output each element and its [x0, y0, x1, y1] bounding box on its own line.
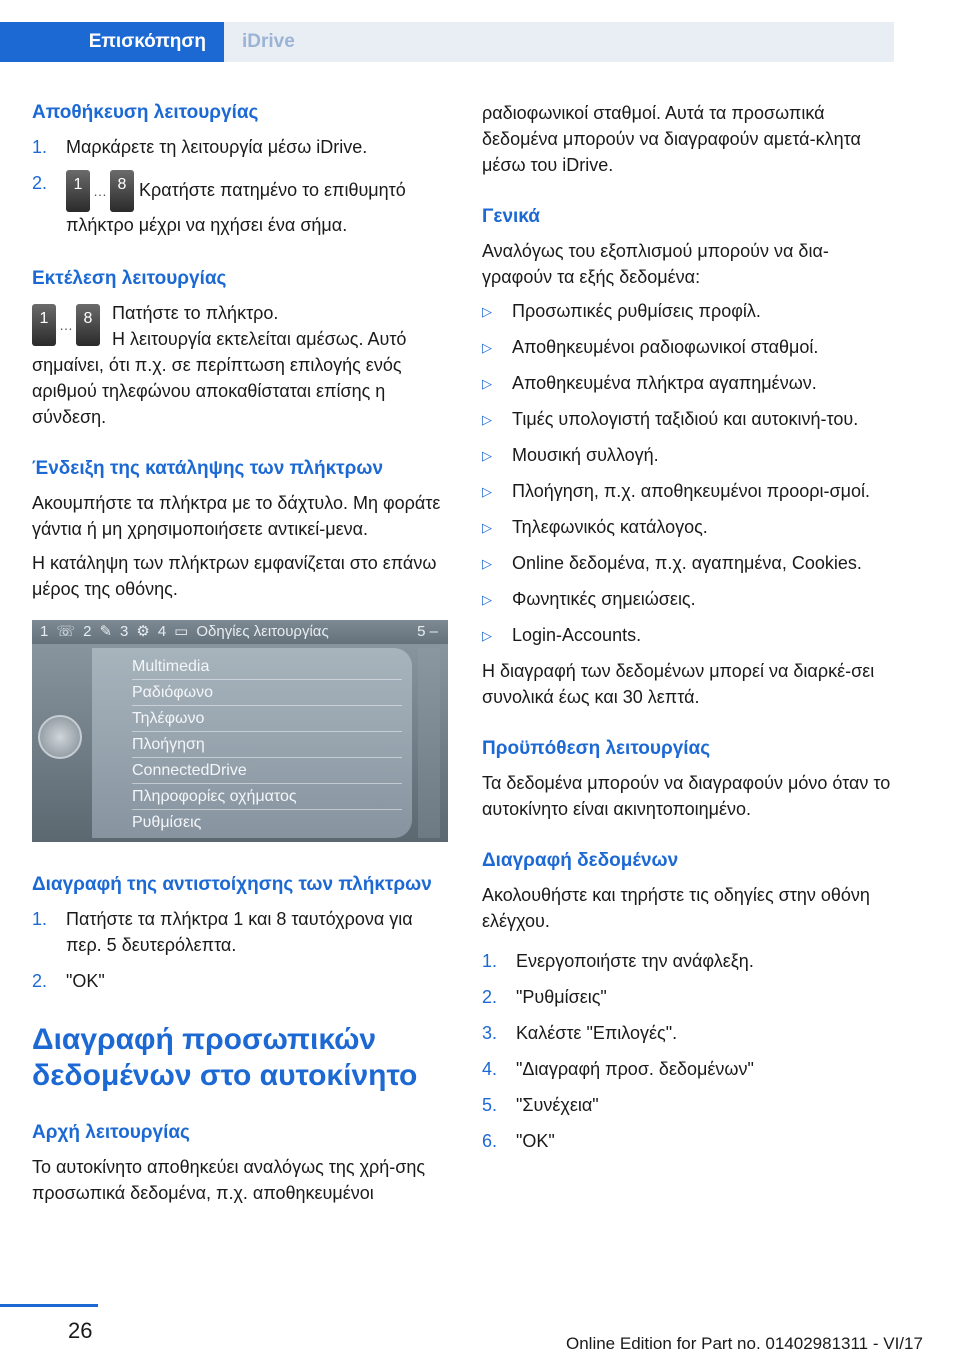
tab-overview[interactable]: Επισκόπηση [0, 22, 224, 62]
list-item [482, 622, 896, 649]
list-item-text: Τηλεφωνικός κατάλογος. [512, 517, 708, 537]
step-number: 4. [482, 1059, 498, 1079]
key-assignment-p1: Ακουμπήστε τα πλήκτρα με το δάχτυλο. Μη φοράτε γάντια ή μη χρησιμοποιήσετε αντικεί‐μενα. [32, 493, 441, 539]
list-item [482, 406, 896, 433]
edition-note: Online Edition for Part no. 01402981311 - VI/17 [566, 1334, 923, 1353]
step-number: 1. [482, 951, 498, 971]
step-number: 1. [32, 909, 48, 929]
list-item-text: Login-Accounts. [512, 625, 642, 645]
car-icon: ▭ [174, 623, 189, 640]
delete-data-steps [482, 948, 896, 1154]
list-item [32, 134, 450, 160]
step-text: "Ρυθμίσεις" [516, 987, 607, 1007]
step-number: 2. [32, 971, 48, 991]
delete-data-paragraph: Ακολουθήστε και τηρήστε τις οδηγίες στην οθόνη ελέγχου. [482, 885, 870, 931]
step-text-body: Κρατήστε πατημένο το επιθυμητό πλήκτρο μέχρι να ηχήσει ένα σήμα. [66, 179, 406, 235]
prerequisite-paragraph: Τα δεδομένα μπορούν να διαγραφούν μόνο όταν το αυτοκίνητο είναι ακινητοποιημένο. [482, 773, 891, 819]
section-title-delete-data: Διαγραφή δεδομένων [482, 850, 679, 871]
ellipsis: … [93, 183, 107, 199]
step-text: Καλέστε "Επιλογές". [516, 1023, 678, 1043]
bullet-triangle-icon: ▷ [482, 556, 492, 571]
preset-2: 2 [83, 623, 92, 640]
key-1-icon: 1 [66, 170, 90, 212]
chapter-title: Διαγραφή προσωπικών δεδομένων στο αυτοκίνητο [32, 1023, 418, 1092]
menu-item: Πλοήγηση [132, 732, 402, 758]
step-text: Ενεργοποιήστε την ανάφλεξη. [516, 951, 754, 971]
list-item-text: Φωνητικές σημειώσεις. [512, 589, 696, 609]
right-side-bar [418, 648, 440, 838]
list-item [482, 1128, 896, 1154]
list-item [482, 984, 896, 1010]
menu-item: ConnectedDrive [132, 758, 402, 784]
step-text: Πατήστε τα πλήκτρα 1 και 8 ταυτόχρονα για περ. 5 δευτερόλεπτα. [66, 909, 413, 955]
general-paragraph: Αναλόγως του εξοπλισμού μπορούν να δια‐γραφούν τα εξής δεδομένα: [482, 241, 829, 287]
bullet-triangle-icon: ▷ [482, 484, 492, 499]
list-item [482, 370, 896, 397]
left-column [32, 100, 450, 1214]
step-text: "OK" [66, 971, 105, 991]
menu-panel [92, 648, 412, 838]
principle-paragraph: Το αυτοκίνητο αποθηκεύει αναλόγως της χρή‐σης προσωπικά δεδομένα, π.χ. αποθηκευμένοι [32, 1157, 426, 1203]
step-text: Μαρκάρετε τη λειτουργία μέσω iDrive. [66, 137, 368, 157]
tab-idrive[interactable]: iDrive [224, 22, 894, 62]
list-item-text: Μουσική συλλογή. [512, 445, 659, 465]
step-number: 2. [482, 987, 498, 1007]
list-item [482, 586, 896, 613]
list-item [482, 1020, 896, 1046]
list-item-text: Προσωπικές ρυθμίσεις προφίλ. [512, 301, 761, 321]
header-tabs [0, 0, 960, 62]
list-item-text: Online δεδομένα, π.χ. αγαπημένα, Cookies. [512, 553, 862, 573]
list-item [482, 514, 896, 541]
list-item [482, 334, 896, 361]
list-item-text: Αποθηκευμένοι ραδιοφωνικοί σταθμοί. [512, 337, 819, 357]
preset-1: 1 [40, 623, 49, 640]
menu-item: Πληροφορίες οχήματος [132, 784, 402, 810]
list-item [482, 1056, 896, 1082]
section-title-principle: Αρχή λειτουργίας [32, 1122, 190, 1143]
footer-accent-line [0, 1304, 98, 1307]
execute-paragraph [32, 300, 450, 430]
bullet-triangle-icon: ▷ [482, 412, 492, 427]
screen-status-bar [32, 620, 448, 644]
section-title-delete-assignment: Διαγραφή της αντιστοίχησης των πλήκτρων [32, 874, 432, 895]
controller-knob-icon [38, 715, 82, 759]
preset-5: 5 – [417, 623, 438, 640]
phone-icon: ☏ [56, 623, 76, 640]
step-number: 1. [32, 137, 48, 157]
list-item-text: Αποθηκευμένα πλήκτρα αγαπημένων. [512, 373, 817, 393]
data-list [482, 298, 896, 649]
tool-icon: ✎ [99, 623, 113, 640]
preset-4: 4 [157, 623, 167, 640]
key-8-icon: 8 [76, 304, 100, 346]
section-title-execute-function: Εκτέλεση λειτουργίας [32, 268, 227, 289]
execute-line2: Η λειτουργία εκτελείται αμέσως. Αυτό σημαίνει, ότι π.χ. σε περίπτωση επιλογής ενός αριθμού τηλεφώνου αποκαθίσταται επίσης η σύνδεση. [32, 329, 407, 427]
page-number: 26 [68, 1318, 93, 1343]
ellipsis: … [59, 317, 73, 333]
key-1-icon: 1 [32, 304, 56, 346]
list-item-text: Πλοήγηση, π.χ. αποθηκευμένοι προορι‐σμοί. [512, 481, 871, 501]
idrive-screen-illustration [32, 620, 448, 842]
bullet-triangle-icon: ▷ [482, 520, 492, 535]
list-item [482, 550, 896, 577]
step-number: 6. [482, 1131, 498, 1151]
menu-item: Multimedia [132, 654, 402, 680]
list-item [32, 170, 450, 238]
key-8-icon: 8 [110, 170, 134, 212]
step-number: 3. [482, 1023, 498, 1043]
bullet-triangle-icon: ▷ [482, 304, 492, 319]
list-item-text: Τιμές υπολογιστή ταξιδιού και αυτοκινή‐του. [512, 409, 859, 429]
list-item [32, 906, 450, 958]
list-item [482, 948, 896, 974]
duration-paragraph: Η διαγραφή των δεδομένων μπορεί να διαρκέ‐σει συνολικά έως και 30 λεπτά. [482, 661, 875, 707]
section-title-general: Γενικά [482, 206, 540, 227]
list-item [482, 478, 896, 505]
bullet-triangle-icon: ▷ [482, 448, 492, 463]
bullet-triangle-icon: ▷ [482, 628, 492, 643]
menu-item: Ρυθμίσεις [132, 814, 202, 831]
gear-icon: ⚙ [136, 623, 150, 640]
screen-title: Οδηγίες λειτουργίας [196, 623, 329, 640]
section-title-save-function: Αποθήκευση λειτουργίας [32, 102, 259, 123]
preset-3: 3 [120, 623, 129, 640]
step-text: "Συνέχεια" [516, 1095, 599, 1115]
list-item [482, 298, 896, 325]
bullet-triangle-icon: ▷ [482, 592, 492, 607]
step-number: 5. [482, 1095, 498, 1115]
save-steps [32, 134, 450, 238]
step-text [66, 170, 450, 238]
list-item [32, 968, 450, 994]
key-icons [32, 304, 100, 346]
menu-item: Τηλέφωνο [132, 706, 402, 732]
bullet-triangle-icon: ▷ [482, 376, 492, 391]
list-item [482, 1092, 896, 1118]
bullet-triangle-icon: ▷ [482, 340, 492, 355]
step-text: "OK" [516, 1131, 555, 1151]
delete-assignment-steps [32, 906, 450, 994]
section-title-key-assignment: Ένδειξη της κατάληψης των πλήκτρων [32, 458, 384, 479]
continued-paragraph: ραδιοφωνικοί σταθμοί. Αυτά τα προσωπικά δεδομένα μπορούν να διαγραφούν αμετά‐κλητα μέσω του iDrive. [482, 103, 861, 175]
list-item [482, 442, 896, 469]
key-assignment-p2: Η κατάληψη των πλήκτρων εμφανίζεται στο επάνω μέρος της οθόνης. [32, 553, 437, 599]
section-title-prerequisite: Προϋπόθεση λειτουργίας [482, 738, 711, 759]
right-column [482, 100, 896, 1164]
step-number: 2. [32, 173, 48, 193]
menu-item: Ραδιόφωνο [132, 680, 402, 706]
step-text: "Διαγραφή προσ. δεδομένων" [516, 1059, 754, 1079]
execute-line1: Πατήστε το πλήκτρο. [112, 303, 279, 323]
